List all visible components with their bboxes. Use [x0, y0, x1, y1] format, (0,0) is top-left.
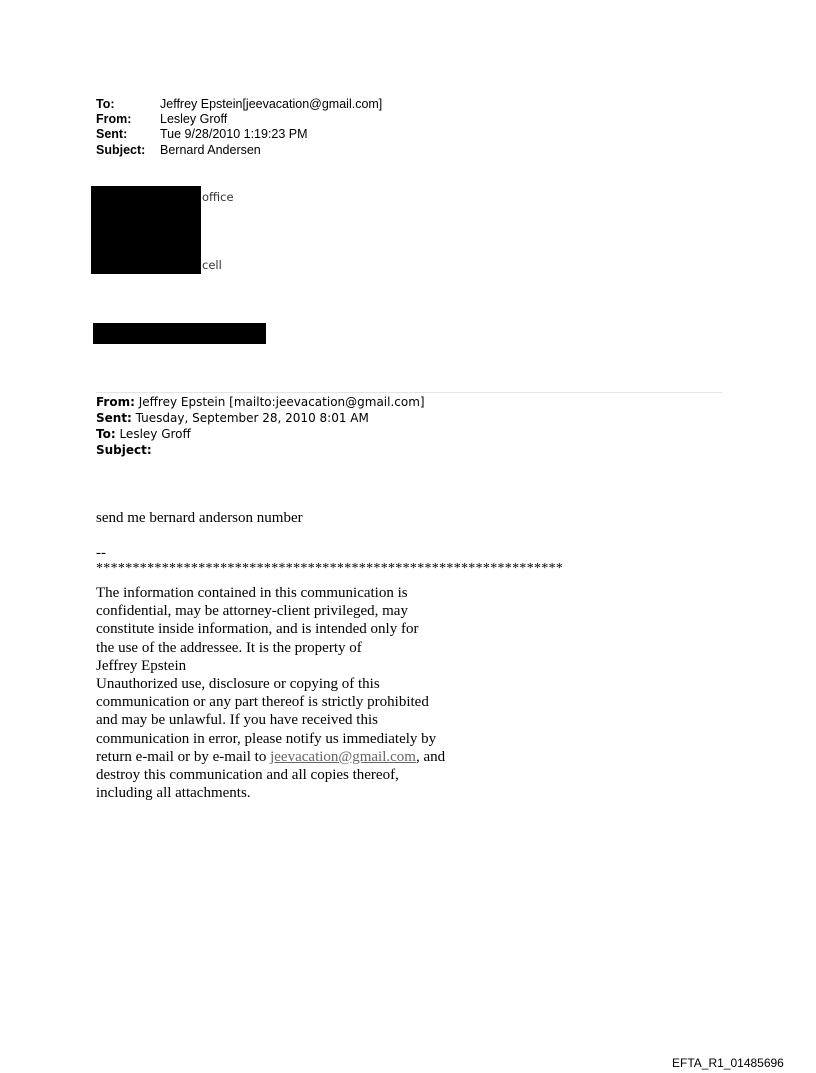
disclaimer-text: , and: [415, 748, 446, 765]
quoted-to-value: Lesley Groff: [115, 427, 191, 441]
sent-value: Tue 9/28/2010 1:19:23 PM: [160, 127, 308, 141]
star-separator: ****************************************************************: [96, 561, 564, 576]
disclaimer-text: return e-mail or by e-mail to: [96, 748, 271, 765]
quoted-sent-value: Tuesday, September 28, 2010 8:01 AM: [131, 411, 369, 425]
sent-label: Sent:: [96, 127, 128, 141]
disclaimer-line: The information contained in this communication is: [96, 585, 408, 601]
message-text: send me bernard anderson number: [96, 510, 303, 526]
disclaimer-line: destroy this communication and all copies thereof,: [96, 767, 399, 784]
disclaimer-line: confidential, may be attorney-client privileged, may: [96, 603, 408, 620]
email-link[interactable]: jeevacation@gmail.com: [270, 748, 416, 765]
cell-label: cell: [202, 258, 222, 272]
quoted-subject-label: Subject:: [96, 443, 152, 457]
disclaimer-line: communication or any part thereof is strictly prohibited: [96, 694, 429, 711]
disclaimer-line: the use of the addressee. It is the property of: [96, 639, 362, 656]
disclaimer-line: and may be unlawful. If you have received this: [96, 712, 378, 729]
disclaimer-line: including all attachments.: [96, 785, 251, 802]
email-header: [0, 0, 816, 170]
disclaimer: [96, 584, 656, 802]
quoted-sent: [96, 410, 369, 426]
to-value: Jeffrey Epstein[jeevacation@gmail.com]: [160, 97, 383, 111]
quoted-from: [96, 394, 425, 410]
office-label: office: [202, 190, 234, 204]
to-label: To:: [96, 97, 115, 111]
signature-dashes: --: [96, 545, 106, 561]
disclaimer-line: Unauthorized use, disclosure or copying of this: [96, 676, 380, 693]
divider: [96, 392, 722, 393]
quoted-from-value: Jeffrey Epstein [mailto:jeevacation@gmail.com]: [134, 395, 425, 409]
redaction-block: [91, 186, 201, 274]
disclaimer-line: [96, 748, 656, 766]
from-value: Lesley Groff: [160, 112, 228, 126]
quoted-to: [96, 426, 191, 442]
quoted-to-label: To:: [96, 427, 116, 441]
disclaimer-line: Jeffrey Epstein: [96, 657, 187, 674]
document-id: EFTA_R1_01485696: [672, 1056, 784, 1070]
from-label: From:: [96, 112, 132, 126]
disclaimer-line: constitute inside information, and is intended only for: [96, 621, 419, 638]
subject-label: Subject:: [96, 143, 146, 157]
quoted-from-label: From:: [96, 395, 135, 409]
disclaimer-line: communication in error, please notify us immediately by: [96, 730, 437, 747]
quoted-subject: [96, 442, 152, 458]
subject-value: Bernard Andersen: [160, 143, 261, 157]
redaction-bar: [93, 323, 266, 344]
quoted-sent-label: Sent:: [96, 411, 132, 425]
